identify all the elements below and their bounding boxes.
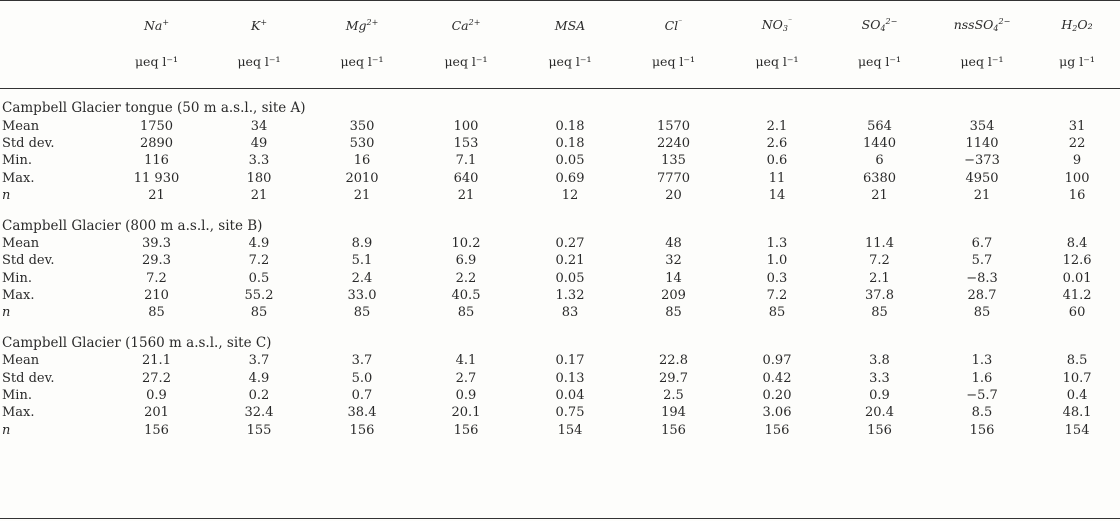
unit-h2o2: μg l⁻¹ xyxy=(1059,53,1095,69)
table-cell: 4.9 xyxy=(248,370,270,386)
table-cell: 14 xyxy=(665,270,682,286)
table-row xyxy=(0,252,1120,269)
table-cell: 100 xyxy=(453,118,479,134)
table-cell: 10.2 xyxy=(451,235,481,251)
table-cell: 4950 xyxy=(965,170,999,186)
row-label: Min. xyxy=(2,270,32,286)
table-cell: 6.7 xyxy=(971,235,993,251)
unit-k: μeq l⁻¹ xyxy=(237,53,281,69)
table-cell: 1440 xyxy=(862,135,897,151)
table-cell: 201 xyxy=(144,405,169,421)
table-cell: 156 xyxy=(349,422,375,438)
col-msa: MSA xyxy=(554,17,586,33)
table-cell: 21 xyxy=(871,188,888,204)
col-no3: $NO_3^{^-}$ xyxy=(761,17,793,33)
table-cell: 21 xyxy=(457,188,475,204)
table-cell: 48 xyxy=(665,235,682,251)
table-cell: 1.3 xyxy=(971,353,993,369)
section-title: Campbell Glacier tongue (50 m a.s.l., site A) xyxy=(2,100,306,117)
table-cell: 60 xyxy=(1068,305,1086,321)
table-cell: 1.6 xyxy=(971,370,993,386)
unit-nssso4: μeq l⁻¹ xyxy=(960,53,1004,69)
section-gap xyxy=(0,322,1120,335)
row-label: n xyxy=(2,422,11,438)
table-cell: 85 xyxy=(768,305,786,321)
table-row xyxy=(0,404,1120,421)
table-cell: 2.6 xyxy=(766,135,788,151)
table-cell: 7.2 xyxy=(766,288,788,304)
table-cell: 0.17 xyxy=(555,353,585,369)
table-cell: 350 xyxy=(349,118,375,134)
table-cell: 156 xyxy=(453,422,479,438)
table-cell: 0.04 xyxy=(555,388,585,404)
table-cell: 11.4 xyxy=(865,235,894,251)
table-cell: 180 xyxy=(246,170,272,186)
table-cell: 12.6 xyxy=(1062,253,1092,269)
table-cell: 0.6 xyxy=(766,153,788,169)
table-cell: 29.7 xyxy=(659,370,688,386)
section-title-row xyxy=(0,335,1120,352)
table-cell: 20 xyxy=(665,188,682,204)
table-cell: 33.0 xyxy=(347,288,377,304)
table-cell: 6380 xyxy=(862,170,897,186)
table-cell: −8.3 xyxy=(966,270,998,286)
table-cell: 7.2 xyxy=(146,270,167,286)
table-row xyxy=(0,270,1120,287)
row-label: Min. xyxy=(2,388,32,404)
table-cell: 2240 xyxy=(656,135,691,151)
col-nssso4: nssSO$_4^{2-}$ xyxy=(953,17,1011,33)
table-cell: 1.3 xyxy=(766,235,788,251)
col-na: Na+ xyxy=(143,17,170,33)
table-cell: 530 xyxy=(349,135,375,151)
row-label: Std dev. xyxy=(2,370,55,386)
table-cell: 354 xyxy=(969,118,995,134)
row-label: Std dev. xyxy=(2,135,55,151)
table-cell: 21 xyxy=(973,188,991,204)
table-cell: 9 xyxy=(1072,153,1082,169)
table-cell: 16 xyxy=(353,153,371,169)
unit-no3: μeq l⁻¹ xyxy=(755,53,799,69)
header-name-row xyxy=(0,0,1120,46)
table-cell: 0.9 xyxy=(455,388,477,404)
section-title: Campbell Glacier (800 m a.s.l., site B) xyxy=(2,217,263,234)
table-cell: 21 xyxy=(148,188,165,204)
table-cell: 2.2 xyxy=(455,270,477,286)
table-cell: 1.0 xyxy=(766,253,788,269)
table-cell: 32 xyxy=(665,253,682,269)
table-cell: 6.9 xyxy=(455,253,477,269)
table-cell: 20.1 xyxy=(451,405,481,421)
table-cell: 48.1 xyxy=(1062,405,1092,421)
table-cell: 3.3 xyxy=(869,370,890,386)
table-cell: 85 xyxy=(871,305,888,321)
table-cell: 210 xyxy=(144,288,169,304)
table-cell: 3.7 xyxy=(248,353,270,369)
table-cell: 5.1 xyxy=(351,253,373,269)
table-cell: 4.9 xyxy=(248,235,270,251)
header-rule xyxy=(0,88,1120,89)
section-title-row xyxy=(0,217,1120,234)
table-cell: 21 xyxy=(250,188,268,204)
unit-cl: μeq l⁻¹ xyxy=(651,53,696,69)
table-cell: 22.8 xyxy=(659,353,688,369)
table-cell: −373 xyxy=(964,153,1000,169)
table-cell: 2.5 xyxy=(663,388,684,404)
col-so4: $SO_4^{2-}$ xyxy=(861,17,898,33)
table-cell: 0.13 xyxy=(555,370,585,386)
table-cell: 153 xyxy=(453,135,479,151)
row-label: Mean xyxy=(2,353,40,369)
table-row xyxy=(0,170,1120,187)
row-label: Min. xyxy=(2,153,32,169)
table-cell: 49 xyxy=(250,135,268,151)
table-cell: 100 xyxy=(1064,170,1090,186)
table-cell: 0.3 xyxy=(766,270,788,286)
table-cell: 2010 xyxy=(345,170,379,186)
table-cell: 0.05 xyxy=(555,153,585,169)
table-cell: 0.69 xyxy=(555,170,585,186)
table-row xyxy=(0,152,1120,169)
table-cell: 1.32 xyxy=(555,288,585,304)
table-cell: 156 xyxy=(969,422,995,438)
table-cell: 7.2 xyxy=(869,253,890,269)
table-cell: 3.06 xyxy=(762,405,792,421)
table-cell: 0.9 xyxy=(869,388,890,404)
table-cell: 1570 xyxy=(656,118,691,134)
table-cell: 27.2 xyxy=(142,370,171,386)
row-label: n xyxy=(2,188,11,204)
table-cell: 7.1 xyxy=(455,153,477,169)
table-cell: 21.1 xyxy=(142,353,171,369)
row-label: Mean xyxy=(2,118,40,134)
table-cell: 156 xyxy=(867,422,892,438)
table-cell: 3.7 xyxy=(351,353,373,369)
bottom-rule xyxy=(0,518,1120,519)
table-row xyxy=(0,117,1120,134)
col-k: K+ xyxy=(250,17,268,33)
unit-ca: μeq l⁻¹ xyxy=(444,53,488,69)
table-cell: 0.21 xyxy=(555,253,585,269)
table-cell: 8.4 xyxy=(1066,235,1088,251)
table-cell: 2.7 xyxy=(455,370,477,386)
table-cell: 0.2 xyxy=(248,388,270,404)
table-cell: 1750 xyxy=(139,118,174,134)
table-row xyxy=(0,135,1120,152)
table-row xyxy=(0,304,1120,321)
table-row xyxy=(0,187,1120,204)
table-cell: 156 xyxy=(661,422,686,438)
unit-so4: μeq l⁻¹ xyxy=(857,53,902,69)
table-cell: 38.4 xyxy=(347,405,377,421)
column-header xyxy=(0,0,1120,76)
table-cell: 156 xyxy=(764,422,790,438)
table-cell: 37.8 xyxy=(865,288,894,304)
table-cell: 21 xyxy=(353,188,371,204)
table-cell: 2.1 xyxy=(869,270,890,286)
table-row xyxy=(0,287,1120,304)
row-label: Mean xyxy=(2,235,40,251)
table-cell: 14 xyxy=(768,188,786,204)
unit-msa: μeq l⁻¹ xyxy=(548,53,592,69)
table-cell: 0.42 xyxy=(762,370,792,386)
col-cl: Cl⁻ xyxy=(664,17,683,33)
data-table xyxy=(0,100,1120,439)
table-cell: 2.1 xyxy=(766,118,788,134)
table-cell: 16 xyxy=(1068,188,1086,204)
table-cell: 0.4 xyxy=(1066,388,1088,404)
table-cell: 85 xyxy=(148,305,165,321)
table-row xyxy=(0,235,1120,252)
table-cell: 0.27 xyxy=(555,235,585,251)
table-cell: 8.5 xyxy=(1066,353,1088,369)
table-cell: 41.2 xyxy=(1062,288,1092,304)
table-cell: 7770 xyxy=(656,170,691,186)
table-cell: 55.2 xyxy=(244,288,274,304)
table-cell: 22 xyxy=(1068,135,1086,151)
col-ca: $Ca^{2+}$ xyxy=(451,17,481,33)
table-cell: 0.18 xyxy=(555,118,585,134)
table-row xyxy=(0,387,1120,404)
table-cell: 135 xyxy=(661,153,686,169)
table-cell: 116 xyxy=(144,153,169,169)
table-cell: 4.1 xyxy=(455,353,477,369)
table-cell: 28.7 xyxy=(967,288,997,304)
table-cell: 2.4 xyxy=(351,270,373,286)
table-cell: 154 xyxy=(1064,422,1090,438)
col-mg: $Mg^{2+}$ xyxy=(345,17,379,33)
unit-mg: μeq l⁻¹ xyxy=(340,53,384,69)
table-cell: 5.0 xyxy=(351,370,373,386)
table-cell: 85 xyxy=(973,305,991,321)
table-cell: 83 xyxy=(561,305,579,321)
table-cell: 0.9 xyxy=(146,388,167,404)
table-row xyxy=(0,369,1120,386)
table-cell: 85 xyxy=(457,305,475,321)
table-cell: 8.5 xyxy=(971,405,993,421)
section-gap xyxy=(0,204,1120,217)
table-cell: 31 xyxy=(1068,118,1086,134)
table-cell: 32.4 xyxy=(244,405,274,421)
table-row xyxy=(0,352,1120,369)
row-label: Std dev. xyxy=(2,253,55,269)
table-cell: 85 xyxy=(665,305,682,321)
table-cell: 209 xyxy=(661,288,686,304)
table-cell: 0.05 xyxy=(555,270,585,286)
table-cell: 40.5 xyxy=(451,288,481,304)
table-cell: −5.7 xyxy=(966,388,998,404)
col-h2o2: $H_2O_2$ xyxy=(1061,17,1093,33)
table-cell: 564 xyxy=(867,118,892,134)
table-cell: 154 xyxy=(557,422,583,438)
table-cell: 0.75 xyxy=(555,405,585,421)
table-cell: 3.3 xyxy=(248,153,270,169)
table-cell: 10.7 xyxy=(1062,370,1092,386)
table-row xyxy=(0,422,1120,439)
table-cell: 85 xyxy=(353,305,371,321)
table-cell: 85 xyxy=(250,305,268,321)
table-cell: 0.01 xyxy=(1062,270,1092,286)
row-label: n xyxy=(2,305,11,321)
table-cell: 3.8 xyxy=(869,353,890,369)
table-cell: 194 xyxy=(661,405,686,421)
table-cell: 11 930 xyxy=(133,170,180,186)
table-cell: 8.9 xyxy=(351,235,373,251)
table-cell: 155 xyxy=(246,422,272,438)
table-cell: 1140 xyxy=(965,135,999,151)
table-cell: 0.7 xyxy=(351,388,373,404)
table-cell: 640 xyxy=(453,170,479,186)
table-cell: 5.7 xyxy=(971,253,993,269)
header-unit-row xyxy=(0,46,1120,76)
table-cell: 12 xyxy=(561,188,579,204)
table-cell: 11 xyxy=(768,170,786,186)
table-cell: 0.97 xyxy=(762,353,792,369)
table-cell: 20.4 xyxy=(865,405,894,421)
row-label: Max. xyxy=(2,170,35,186)
table-cell: 0.20 xyxy=(762,388,792,404)
row-label: Max. xyxy=(2,405,35,421)
section-title-row xyxy=(0,100,1120,117)
table-cell: 0.5 xyxy=(248,270,270,286)
table-cell: 39.3 xyxy=(142,235,171,251)
table-cell: 7.2 xyxy=(248,253,270,269)
section-title: Campbell Glacier (1560 m a.s.l., site C) xyxy=(2,334,272,351)
table-cell: 6 xyxy=(875,153,884,169)
table-cell: 156 xyxy=(144,422,169,438)
unit-na: μeq l⁻¹ xyxy=(134,53,179,69)
row-label: Max. xyxy=(2,288,35,304)
table-cell: 29.3 xyxy=(142,253,171,269)
table-cell: 34 xyxy=(250,118,268,134)
table-cell: 0.18 xyxy=(555,135,585,151)
table-cell: 2890 xyxy=(139,135,174,151)
